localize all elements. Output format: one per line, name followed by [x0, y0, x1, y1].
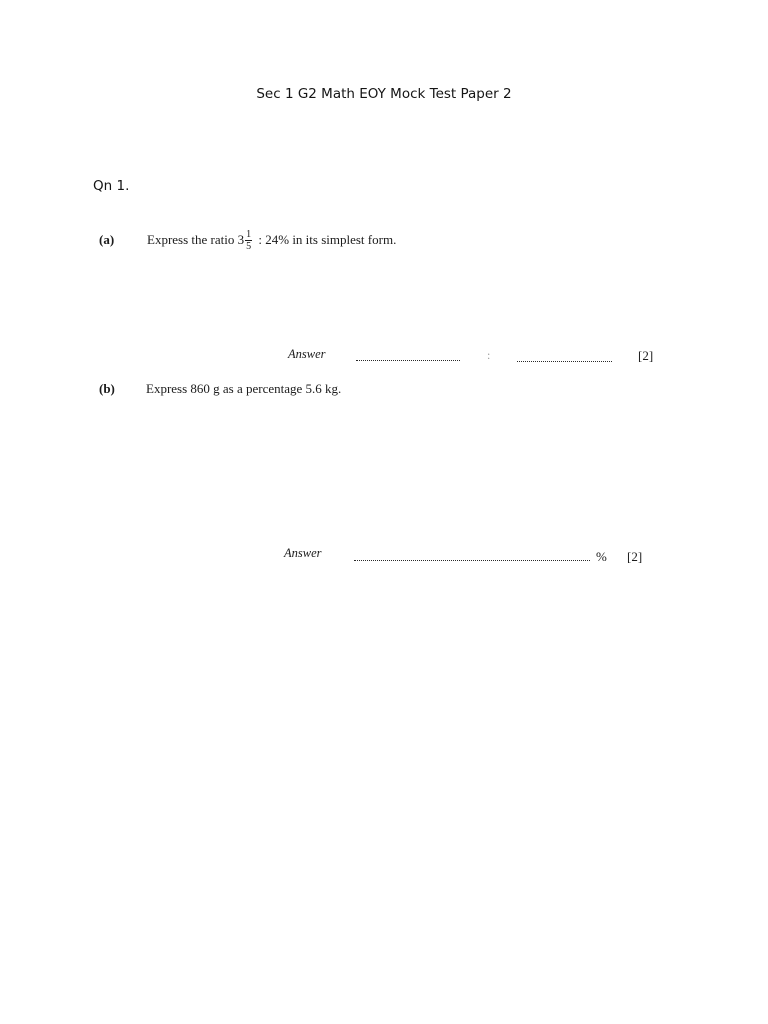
part-a-answer-blank-left[interactable]: [356, 360, 460, 361]
part-a-text-after: : 24% in its simplest form.: [258, 232, 397, 247]
part-a-answer-blank-right[interactable]: [517, 361, 612, 362]
part-a-denominator: 5: [246, 240, 252, 252]
part-a-answer-label: Answer: [288, 347, 326, 361]
part-b-answer-blank[interactable]: [354, 560, 590, 561]
page-title: Sec 1 G2 Math EOY Mock Test Paper 2: [256, 86, 512, 102]
question-number: Qn 1.: [93, 178, 130, 194]
part-b-percent-unit: %: [596, 549, 607, 564]
part-a-ratio-colon: :: [487, 348, 491, 362]
part-b-answer-label: Answer: [284, 546, 322, 560]
part-b-question: Express 860 g as a percentage 5.6 kg.: [146, 381, 342, 396]
part-b-marks: [2]: [627, 549, 643, 564]
part-a-marks: [2]: [638, 348, 654, 363]
part-a-numerator: 1: [246, 228, 252, 240]
part-a-mixed-number-whole: 3: [237, 232, 245, 247]
part-a-label: (a): [99, 232, 115, 247]
part-a-text-before: Express the ratio: [147, 232, 235, 247]
part-a-fraction: [245, 229, 252, 252]
part-b-label: (b): [99, 381, 115, 396]
part-a-question: [147, 226, 396, 254]
